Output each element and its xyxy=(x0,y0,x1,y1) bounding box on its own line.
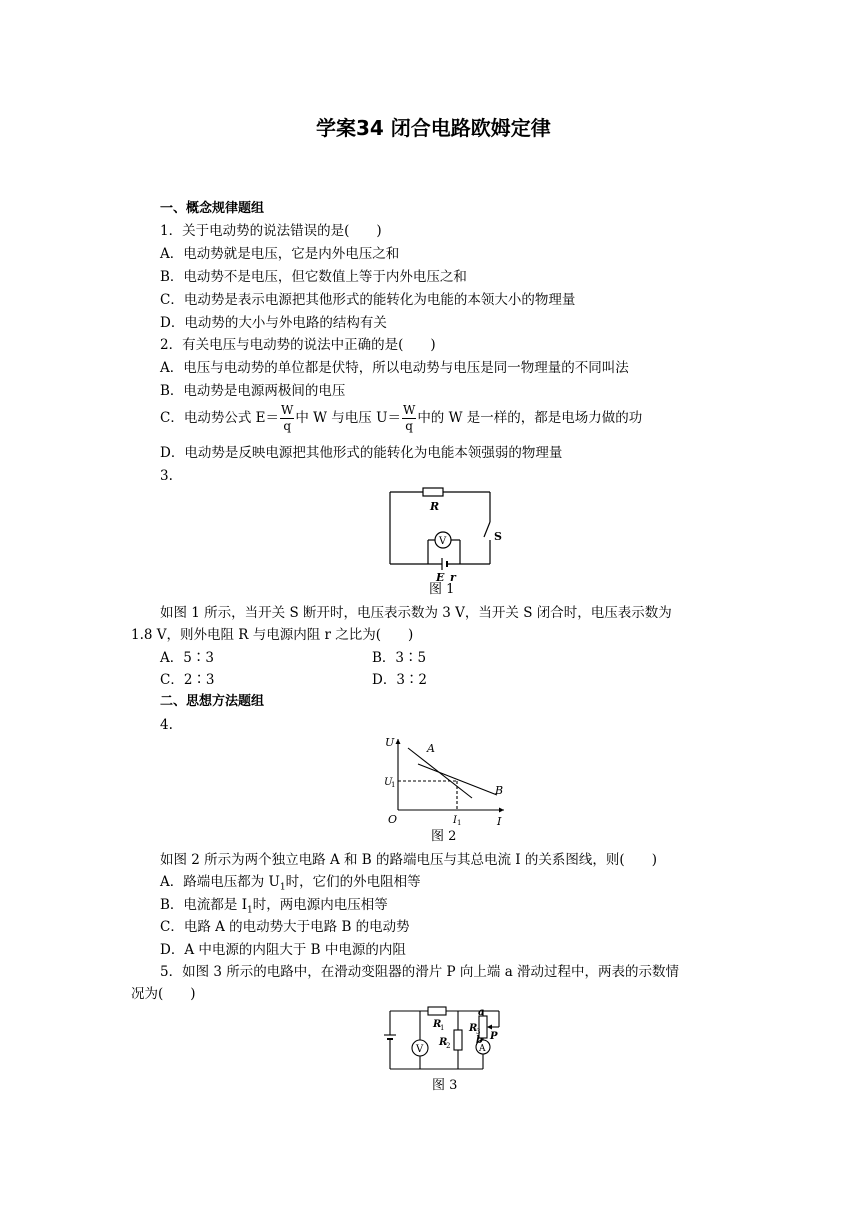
q3-option-a: A．5∶3 xyxy=(160,650,214,666)
label-r2: R xyxy=(439,1037,448,1048)
q2-option-c xyxy=(160,403,642,434)
switch-s xyxy=(484,522,490,537)
q2-stem: 2．有关电压与电动势的说法中正确的是( ) xyxy=(160,337,436,353)
q3-text-line-2: 1.8 V，则外电阻 R 与电源内阻 r 之比为( ) xyxy=(131,627,414,643)
origin-label: O xyxy=(388,813,398,826)
q5-text-line-2: 况为( ) xyxy=(131,986,196,1002)
q2-option-d: D．电动势是反映电源把其他形式的能转化为电能本领强弱的物理量 xyxy=(160,445,563,461)
q5-text-line-1: 5．如图 3 所示的电路中，在滑动变阻器的滑片 P 向上端 a 滑动过程中，两表的示数情 xyxy=(160,964,680,980)
formula-fraction: $\frac{W}{q}$ xyxy=(402,403,416,433)
label-r1-sub: 1 xyxy=(440,1024,445,1032)
figure-3-circuit xyxy=(380,1003,520,1083)
axis-label-u: U xyxy=(385,736,395,749)
q2-option-c-part2: 中 W 与电压 U＝ xyxy=(295,410,401,426)
figure-3-caption: 图 3 xyxy=(432,1078,458,1093)
label-r3-sub: 3 xyxy=(476,1028,481,1036)
label-s: S xyxy=(494,530,502,543)
q4-option-a: A．路端电压都为 $U_1$时，它们的外电阻相等 xyxy=(160,874,421,893)
label-r-internal: r xyxy=(450,571,456,584)
q4-text: 如图 2 所示为两个独立电路 A 和 B 的路端电压与其总电流 I 的关系图线，则( ) xyxy=(160,852,657,868)
resistor-r xyxy=(423,488,443,496)
q1-option-d: D．电动势的大小与外电路的结构有关 xyxy=(160,315,387,331)
q3-option-b: B．3∶5 xyxy=(372,650,427,666)
q2-option-a: A．电压与电动势的单位都是伏特，所以电动势与电压是同一物理量的不同叫法 xyxy=(160,360,629,376)
axis-label-i: I xyxy=(497,815,502,828)
label-r: R xyxy=(430,500,440,513)
q2-option-c-part3: 中的 W 是一样的，都是电场力做的功 xyxy=(417,410,643,426)
page-title: 学案34 闭合电路欧姆定律 xyxy=(316,116,551,140)
formula-fraction: $\frac{W}{q}$ xyxy=(280,403,294,433)
q2-option-b: B．电动势是电源两极间的电压 xyxy=(160,383,346,399)
line-b xyxy=(418,764,497,795)
label-r2-sub: 2 xyxy=(446,1042,451,1050)
q4-option-b: B．电流都是 $I_1$时，两电源内电压相等 xyxy=(160,897,388,916)
label-r3: R xyxy=(469,1023,478,1034)
label-e: E xyxy=(436,571,445,584)
figure-2-graph xyxy=(382,734,512,828)
figure-2-caption: 图 2 xyxy=(431,829,457,844)
q1-option-b: B．电动势不是电压，但它数值上等于内外电压之和 xyxy=(160,269,467,285)
q4-option-c: C．电路 A 的电动势大于电路 B 的电动势 xyxy=(160,919,410,935)
q3-option-d: D．3∶2 xyxy=(372,672,428,688)
tick-label-u1: U xyxy=(384,777,393,788)
resistor-r1 xyxy=(428,1007,446,1015)
q1-stem: 1．关于电动势的说法错误的是( ) xyxy=(160,223,382,239)
figure-1-circuit xyxy=(380,482,510,582)
tick-label-u1-sub: 1 xyxy=(391,781,396,789)
q2-option-c-part1: C．电动势公式 E＝ xyxy=(160,410,279,426)
section-heading-2: 二、思想方法题组 xyxy=(160,694,265,709)
resistor-r2 xyxy=(454,1030,462,1050)
q3-text-line-1: 如图 1 所示，当开关 S 断开时，电压表示数为 3 V，当开关 S 闭合时，电压表示数为 xyxy=(160,605,672,621)
section-heading-1: 一、概念规律题组 xyxy=(160,201,265,216)
q4-option-d: D．A 中电源的内阻大于 B 中电源的内阻 xyxy=(160,942,406,958)
label-b-end: b xyxy=(476,1035,483,1046)
q3-number: 3. xyxy=(160,468,173,484)
label-v: V xyxy=(416,1044,424,1055)
q3-option-c: C．2∶3 xyxy=(160,672,215,688)
line-label-b: B xyxy=(495,784,504,797)
tick-label-i1-sub: 1 xyxy=(457,819,462,827)
label-v: V xyxy=(439,536,447,547)
line-label-a: A xyxy=(427,742,435,755)
q1-option-c: C．电动势是表示电源把其他形式的能转化为电能的本领大小的物理量 xyxy=(160,292,576,308)
label-r1: R xyxy=(433,1019,442,1030)
figure-1-caption: 图 1 xyxy=(429,582,455,597)
q4-number: 4. xyxy=(160,717,173,733)
label-a-end: a xyxy=(478,1007,485,1018)
tick-label-i1: I xyxy=(453,815,457,826)
label-ammeter: A xyxy=(479,1044,486,1054)
label-p: P xyxy=(490,1031,498,1042)
q1-option-a: A．电动势就是电压，它是内外电压之和 xyxy=(160,246,400,262)
